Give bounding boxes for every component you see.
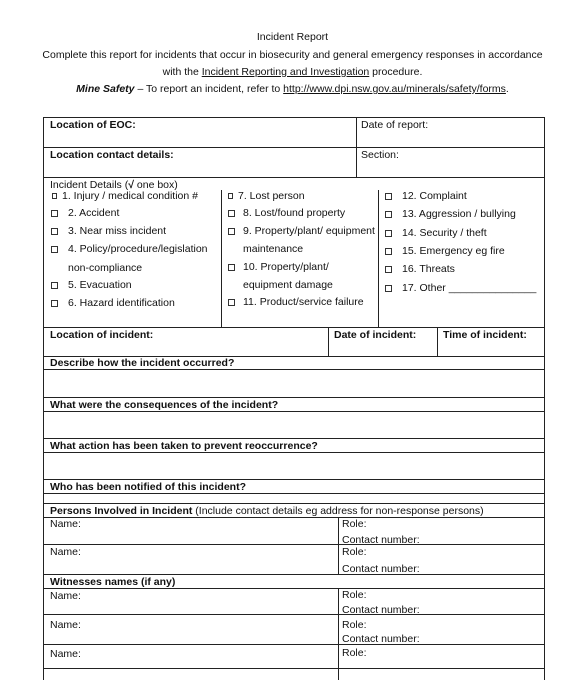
option-11: 11. Product/service failure xyxy=(243,296,364,308)
persons-heading xyxy=(50,505,484,517)
checkbox-icon[interactable] xyxy=(385,193,392,200)
row-divider xyxy=(43,544,545,545)
checkbox-icon[interactable] xyxy=(52,193,57,199)
col-divider xyxy=(338,588,339,680)
row-divider xyxy=(43,644,545,645)
section-label: Section: xyxy=(361,149,399,161)
row-divider xyxy=(43,503,545,504)
col-divider xyxy=(378,190,379,327)
persons-heading-rest: (Include contact details eg address for non-response persons) xyxy=(192,505,484,517)
checkbox-icon[interactable] xyxy=(385,248,392,255)
col-divider xyxy=(221,190,222,327)
person-2-contact-label: Contact number: xyxy=(342,563,420,575)
row-divider xyxy=(43,177,545,178)
option-15: 15. Emergency eg fire xyxy=(402,245,505,257)
option-1: 1. Injury / medical condition # xyxy=(62,190,198,202)
consequences-question: What were the consequences of the incident? xyxy=(50,399,279,411)
option-9-cont: maintenance xyxy=(243,243,304,255)
option-5: 5. Evacuation xyxy=(68,279,132,291)
row-divider xyxy=(43,147,545,148)
option-9: 9. Property/plant/ equipment xyxy=(243,225,375,237)
witness-2-name-label: Name: xyxy=(50,619,81,631)
col-divider xyxy=(356,117,357,177)
row-divider xyxy=(43,493,545,494)
checkbox-icon[interactable] xyxy=(51,246,58,253)
row-divider xyxy=(43,668,545,669)
option-4: 4. Policy/procedure/legislation xyxy=(68,243,208,255)
intro-line-3 xyxy=(0,83,585,95)
option-10-cont: equipment damage xyxy=(243,279,333,291)
action-question: What action has been taken to prevent reoccurrence? xyxy=(50,440,318,452)
checkbox-icon[interactable] xyxy=(51,228,58,235)
checkbox-icon[interactable] xyxy=(385,266,392,273)
intro-line-1: Complete this report for incidents that occur in biosecurity and general emergency responses in accordance xyxy=(42,49,543,61)
row-divider xyxy=(43,574,545,575)
col-divider xyxy=(338,517,339,574)
option-7: 7. Lost person xyxy=(238,190,305,202)
witness-3-name-label: Name: xyxy=(50,648,81,660)
row-divider xyxy=(43,479,545,480)
option-2: 2. Accident xyxy=(68,207,120,219)
intro-line-3-end: . xyxy=(505,83,509,95)
checkbox-icon[interactable] xyxy=(51,210,58,217)
witness-1-contact-label: Contact number: xyxy=(342,604,420,616)
date-of-report-label: Date of report: xyxy=(361,119,429,131)
persons-heading-bold: Persons Involved in Incident xyxy=(50,505,193,517)
witness-1-name-label: Name: xyxy=(50,590,81,602)
time-incident-label: Time of incident: xyxy=(443,329,527,341)
option-13: 13. Aggression / bullying xyxy=(402,208,516,220)
person-2-name-label: Name: xyxy=(50,546,81,558)
witness-2-contact-label: Contact number: xyxy=(342,633,420,645)
intro-line-2 xyxy=(0,66,585,78)
incident-details-post: one box) xyxy=(133,179,178,191)
col-divider xyxy=(328,327,329,356)
location-incident-label: Location of incident: xyxy=(50,329,154,341)
checkbox-icon[interactable] xyxy=(228,210,235,217)
witness-1-role-label: Role: xyxy=(342,589,367,601)
checkbox-icon[interactable] xyxy=(228,299,235,306)
procedure-link[interactable]: Incident Reporting and Investigation xyxy=(201,66,370,78)
row-divider xyxy=(43,452,545,453)
date-incident-label: Date of incident: xyxy=(334,329,417,341)
incident-details-pre: Incident Details ( xyxy=(50,179,129,191)
checkbox-icon[interactable] xyxy=(228,264,235,271)
option-6: 6. Hazard identification xyxy=(68,297,175,309)
forms-url-link[interactable]: http://www.dpi.nsw.gov.au/minerals/safety/forms xyxy=(283,83,506,95)
intro-line-2-pre: with the xyxy=(162,66,202,78)
person-1-role-label: Role: xyxy=(342,518,367,530)
form-title: Incident Report xyxy=(256,31,329,43)
mine-safety-label: Mine Safety xyxy=(76,83,135,95)
location-eoc-label: Location of EOC: xyxy=(50,119,136,131)
witness-2-role-label: Role: xyxy=(342,619,367,631)
checkbox-icon[interactable] xyxy=(385,285,392,292)
option-14: 14. Security / theft xyxy=(402,227,487,239)
option-8: 8. Lost/found property xyxy=(243,207,346,219)
person-2-role-label: Role: xyxy=(342,546,367,558)
row-divider xyxy=(43,397,545,398)
notified-question: Who has been notified of this incident? xyxy=(50,481,246,493)
location-contact-label: Location contact details: xyxy=(50,149,174,161)
option-16: 16. Threats xyxy=(402,263,455,275)
checkbox-icon[interactable] xyxy=(51,282,58,289)
row-divider xyxy=(43,327,545,328)
option-12: 12. Complaint xyxy=(402,190,467,202)
row-divider xyxy=(43,369,545,370)
option-3: 3. Near miss incident xyxy=(68,225,167,237)
checkbox-icon[interactable] xyxy=(228,228,235,235)
describe-question: Describe how the incident occurred? xyxy=(50,357,235,369)
intro-line-2-post: procedure. xyxy=(369,66,423,78)
witness-3-role-label: Role: xyxy=(342,647,367,659)
checkbox-icon[interactable] xyxy=(228,193,233,199)
row-divider xyxy=(43,517,545,518)
row-divider xyxy=(43,614,545,615)
row-divider xyxy=(43,438,545,439)
checkbox-icon[interactable] xyxy=(385,211,392,218)
person-1-name-label: Name: xyxy=(50,518,81,530)
row-divider xyxy=(43,411,545,412)
witnesses-heading: Witnesses names (if any) xyxy=(50,576,176,588)
option-4-cont: non-compliance xyxy=(68,262,143,274)
person-1-contact-label: Contact number: xyxy=(342,534,420,546)
checkbox-icon[interactable] xyxy=(51,300,58,307)
intro-line-3-mid: – To report an incident, refer to xyxy=(134,83,284,95)
option-17: 17. Other _______________ xyxy=(402,282,537,294)
row-divider xyxy=(43,588,545,589)
checkbox-icon[interactable] xyxy=(385,230,392,237)
option-10: 10. Property/plant/ xyxy=(243,261,329,273)
check-mark-icon: √ xyxy=(128,179,134,191)
col-divider xyxy=(437,327,438,356)
